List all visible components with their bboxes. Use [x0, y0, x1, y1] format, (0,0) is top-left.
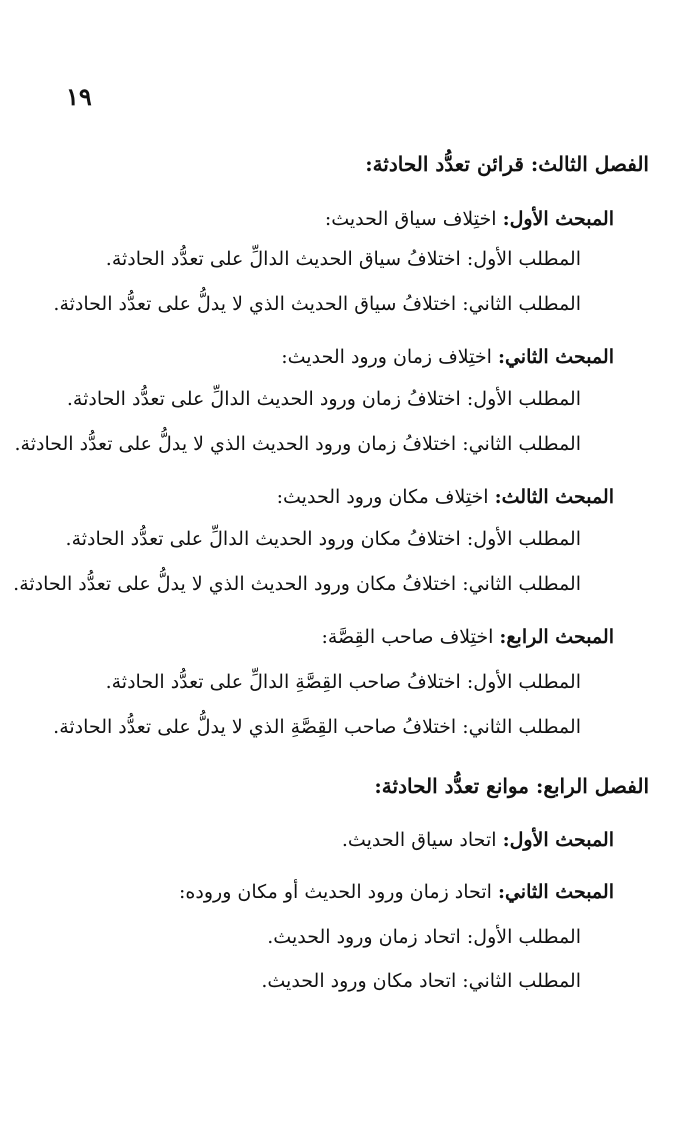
subsection-item: المطلب الثاني: اختلافُ صاحب القِصَّةِ الذي لا يدلُّ على تعدُّد الحادثة. — [53, 716, 581, 738]
section-prefix: المبحث الرابع: — [499, 626, 614, 648]
section-prefix: المبحث الأول: — [502, 829, 614, 851]
chapter-heading: الفصل الرابع: موانع تعدُّد الحادثة: — [374, 774, 649, 798]
section-heading — [277, 483, 614, 511]
page-number: ١٩ — [66, 82, 92, 111]
section-prefix: المبحث الثاني: — [497, 346, 614, 368]
subsection-item: المطلب الأول: اختلافُ مكان ورود الحديث الدالِّ على تعدُّد الحادثة. — [65, 528, 581, 550]
section-prefix: المبحث الثاني: — [497, 881, 614, 903]
section-heading — [325, 205, 614, 233]
section-prefix: المبحث الثالث: — [494, 486, 614, 508]
section-title: اختِلاف صاحب القِصَّة: — [321, 626, 500, 648]
subsection-item: المطلب الأول: اختلافُ صاحب القِصَّةِ الدالِّ على تعدُّد الحادثة. — [105, 671, 581, 693]
subsection-item: المطلب الثاني: اتحاد مكان ورود الحديث. — [261, 970, 581, 992]
section-heading — [321, 623, 614, 651]
subsection-item: المطلب الأول: اختلافُ زمان ورود الحديث الدالِّ على تعدُّد الحادثة. — [66, 388, 581, 410]
subsection-item: المطلب الأول: اتحاد زمان ورود الحديث. — [267, 926, 581, 948]
section-prefix: المبحث الأول: — [502, 208, 614, 230]
subsection-item: المطلب الثاني: اختلافُ زمان ورود الحديث الذي لا يدلُّ على تعدُّد الحادثة. — [14, 433, 581, 455]
section-title: اختِلاف زمان ورود الحديث: — [281, 346, 498, 368]
section-heading — [342, 826, 614, 854]
section-title: اختِلاف مكان ورود الحديث: — [276, 486, 495, 508]
section-heading — [179, 878, 614, 906]
subsection-item: المطلب الثاني: اختلافُ مكان ورود الحديث الذي لا يدلُّ على تعدُّد الحادثة. — [13, 573, 581, 595]
subsection-item: المطلب الثاني: اختلافُ سياق الحديث الذي لا يدلُّ على تعدُّد الحادثة. — [53, 293, 581, 315]
chapter-heading: الفصل الثالث: قرائن تعدُّد الحادثة: — [365, 152, 649, 176]
section-heading — [281, 343, 614, 371]
subsection-item: المطلب الأول: اختلافُ سياق الحديث الدالِّ على تعدُّد الحادثة. — [105, 248, 581, 270]
section-title: اختِلاف سياق الحديث: — [324, 208, 503, 230]
section-title: اتحاد زمان ورود الحديث أو مكان وروده: — [179, 881, 498, 903]
section-title: اتحاد سياق الحديث. — [341, 829, 503, 851]
